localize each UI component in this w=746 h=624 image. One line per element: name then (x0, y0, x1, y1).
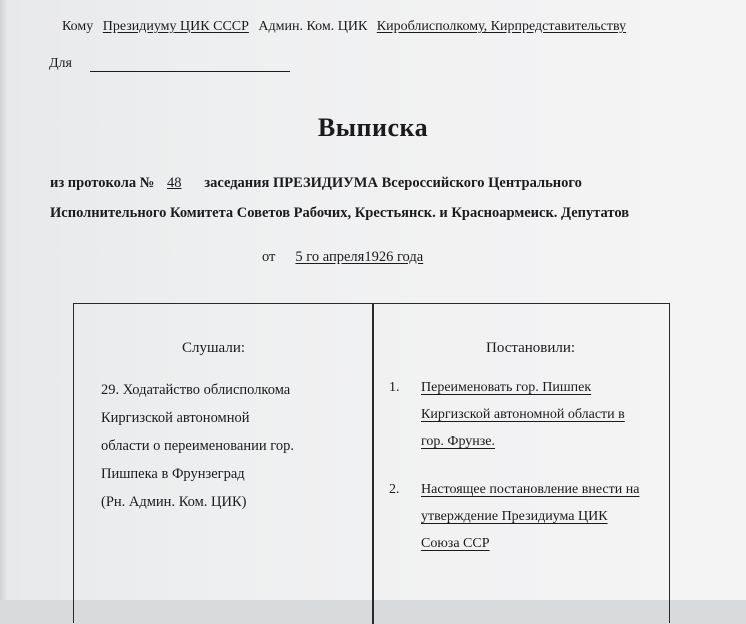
resolution-line: Киргизской автономной области в (421, 407, 625, 422)
protocol-line-1 (50, 175, 582, 192)
resolution-line: Союза ССР (421, 536, 490, 551)
protocol-prefix: из протокола № (50, 175, 155, 191)
heard-line: Киргизской автономной (101, 410, 250, 426)
minutes-table (73, 303, 670, 623)
date-prefix: от (262, 249, 276, 265)
heard-heading: Слушали: (182, 340, 246, 356)
date-line (262, 249, 423, 266)
heard-line: (Рн. Админ. Ком. ЦИК) (101, 494, 247, 510)
recipient-line (62, 19, 632, 35)
recipient-middle: Админ. Ком. ЦИК (258, 19, 368, 34)
recipient-value: Президиуму ЦИК СССР (102, 19, 249, 34)
for-line (49, 56, 290, 72)
for-blank-field (90, 59, 290, 72)
resolution-line: Настоящее постановление внести на (421, 482, 640, 497)
protocol-line1-rest: заседания ПРЕЗИДИУМА Всероссийского Центрального (204, 175, 582, 191)
resolution-line: утверждение Президиума ЦИК (421, 509, 608, 524)
heard-column (101, 376, 294, 516)
page-shadow (0, 0, 8, 600)
recipient-value-2: Кироблисполкому, Кирпредставительству (376, 19, 627, 34)
date-value: 5 го апреля1926 года (295, 249, 424, 265)
protocol-line-2: Исполнительного Комитета Советов Рабочих, Крестьянск. и Красноармеиск. Депутатов (50, 205, 630, 221)
resolution-text (421, 374, 625, 455)
heard-line: 29. Ходатайство облисполкома (101, 382, 291, 398)
protocol-number: 48 (167, 175, 182, 191)
heard-line: Пишпека в Фрунзеград (101, 466, 245, 482)
table-divider (372, 304, 374, 624)
resolution-number: 2. (389, 482, 400, 497)
resolution-text (421, 476, 639, 557)
for-label: Для (49, 56, 72, 71)
heard-line: области о переименовании гор. (101, 438, 294, 454)
resolution-line: Переименовать гор. Пишпек (421, 380, 592, 395)
recipient-prefix: Кому (62, 19, 94, 34)
document-title: Выписка (317, 113, 429, 142)
resolved-heading: Постановили: (486, 340, 576, 356)
resolution-line: гор. Фрунзе. (421, 434, 496, 449)
resolution-number: 1. (389, 380, 400, 395)
